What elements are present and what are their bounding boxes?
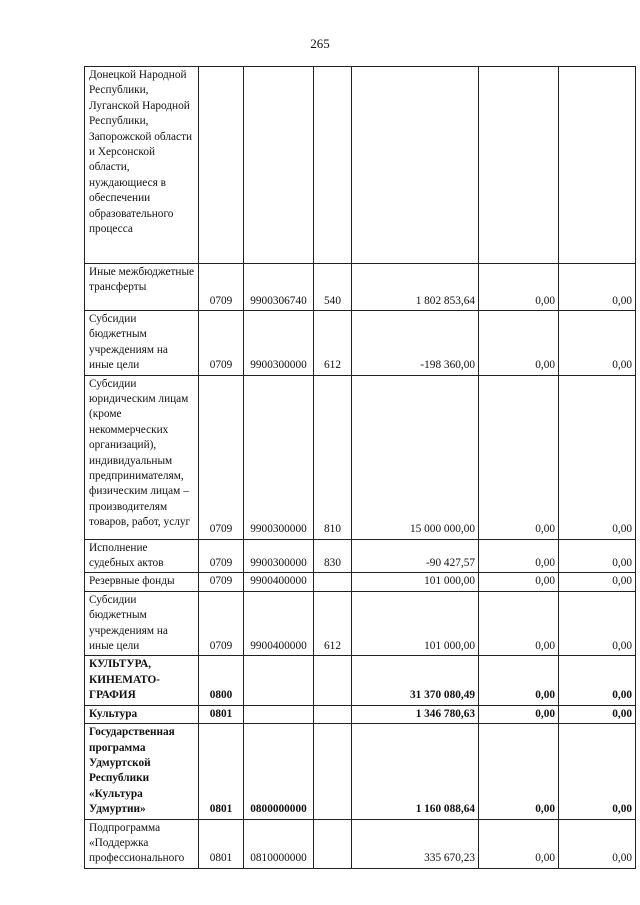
- amount3-cell: 0,00: [559, 656, 636, 705]
- section-code: 0709: [199, 539, 244, 573]
- amount2-cell: 0,00: [479, 656, 559, 705]
- row-name: Подпрограмма «Поддержка профессионального: [85, 819, 199, 868]
- amount3-cell: 0,00: [559, 724, 636, 819]
- amount-cell: 1 160 088,64: [352, 724, 479, 819]
- table-row: [85, 656, 636, 705]
- expense-type-code: 540: [314, 264, 352, 311]
- expense-type-code: [314, 67, 352, 264]
- expense-type-code: 830: [314, 539, 352, 573]
- amount3-cell: 0,00: [559, 264, 636, 311]
- amount2-cell: 0,00: [479, 539, 559, 573]
- expense-type-code: 612: [314, 311, 352, 376]
- amount3-cell: 0,00: [559, 573, 636, 591]
- section-code: 0800: [199, 656, 244, 705]
- target-code: 0800000000: [244, 724, 314, 819]
- table-row: [85, 264, 636, 311]
- row-name: Культура: [85, 705, 199, 723]
- table-row: [85, 375, 636, 539]
- table-row: [85, 67, 636, 264]
- expense-type-code: [314, 573, 352, 591]
- amount3-cell: 0,00: [559, 591, 636, 656]
- amount3-cell: 0,00: [559, 311, 636, 376]
- amount3-cell: 0,00: [559, 539, 636, 573]
- section-code: 0801: [199, 819, 244, 868]
- target-code: [244, 656, 314, 705]
- amount-cell: 31 370 080,49: [352, 656, 479, 705]
- target-code: [244, 705, 314, 723]
- page-number: 265: [310, 36, 330, 51]
- target-code: 0810000000: [244, 819, 314, 868]
- section-code: 0709: [199, 591, 244, 656]
- amount-cell: 101 000,00: [352, 573, 479, 591]
- table-row: [85, 819, 636, 868]
- expense-type-code: [314, 656, 352, 705]
- table-row: [85, 539, 636, 573]
- target-code: 9900400000: [244, 573, 314, 591]
- amount2-cell: [479, 67, 559, 264]
- amount3-cell: 0,00: [559, 819, 636, 868]
- section-code: 0709: [199, 573, 244, 591]
- amount3-cell: 0,00: [559, 705, 636, 723]
- amount2-cell: 0,00: [479, 705, 559, 723]
- section-code: 0709: [199, 375, 244, 539]
- amount2-cell: 0,00: [479, 591, 559, 656]
- amount-cell: [352, 67, 479, 264]
- expense-type-code: [314, 705, 352, 723]
- amount2-cell: 0,00: [479, 264, 559, 311]
- expense-type-code: 810: [314, 375, 352, 539]
- section-code: 0801: [199, 724, 244, 819]
- amount-cell: -198 360,00: [352, 311, 479, 376]
- amount-cell: -90 427,57: [352, 539, 479, 573]
- table-row: [85, 311, 636, 376]
- row-name: Резервные фонды: [85, 573, 199, 591]
- amount-cell: 101 000,00: [352, 591, 479, 656]
- target-code: 9900400000: [244, 591, 314, 656]
- table-row: [85, 573, 636, 591]
- section-code: [199, 67, 244, 264]
- target-code: 9900306740: [244, 264, 314, 311]
- amount2-cell: 0,00: [479, 311, 559, 376]
- target-code: 9900300000: [244, 375, 314, 539]
- amount2-cell: 0,00: [479, 375, 559, 539]
- table-row: [85, 705, 636, 723]
- row-name: Субсидии бюджетным учреждениям на иные цели: [85, 311, 199, 376]
- amount3-cell: [559, 67, 636, 264]
- amount-cell: 335 670,23: [352, 819, 479, 868]
- section-code: 0709: [199, 311, 244, 376]
- budget-table: [84, 66, 636, 869]
- amount2-cell: 0,00: [479, 819, 559, 868]
- section-code: 0709: [199, 264, 244, 311]
- amount-cell: 1 346 780,63: [352, 705, 479, 723]
- target-code: 9900300000: [244, 311, 314, 376]
- amount-cell: 15 000 000,00: [352, 375, 479, 539]
- expense-type-code: [314, 724, 352, 819]
- expense-type-code: 612: [314, 591, 352, 656]
- row-name: Иные межбюджетные трансферты: [85, 264, 199, 311]
- row-name: Государственная программа Удмуртской Республики «Культура Удмуртии»: [85, 724, 199, 819]
- target-code: 9900300000: [244, 539, 314, 573]
- table-row: [85, 724, 636, 819]
- row-name: Субсидии юридическим лицам (кроме некоммерческих организаций), индивидуальным предпринимателям, физическим лицам – производителям товаров, работ, услуг: [85, 375, 199, 539]
- expense-type-code: [314, 819, 352, 868]
- amount2-cell: 0,00: [479, 724, 559, 819]
- amount-cell: 1 802 853,64: [352, 264, 479, 311]
- table-row: [85, 591, 636, 656]
- row-name: Донецкой Народной Республики, Луганской Народной Республики, Запорожской области и Херсонской области, нуждающиеся в обеспечении образовательного процесса: [85, 67, 199, 264]
- amount3-cell: 0,00: [559, 375, 636, 539]
- section-code: 0801: [199, 705, 244, 723]
- row-name: КУЛЬТУРА, КИНЕМАТО-ГРАФИЯ: [85, 656, 199, 705]
- row-name: Субсидии бюджетным учреждениям на иные цели: [85, 591, 199, 656]
- target-code: [244, 67, 314, 264]
- amount2-cell: 0,00: [479, 573, 559, 591]
- row-name: Исполнение судебных актов: [85, 539, 199, 573]
